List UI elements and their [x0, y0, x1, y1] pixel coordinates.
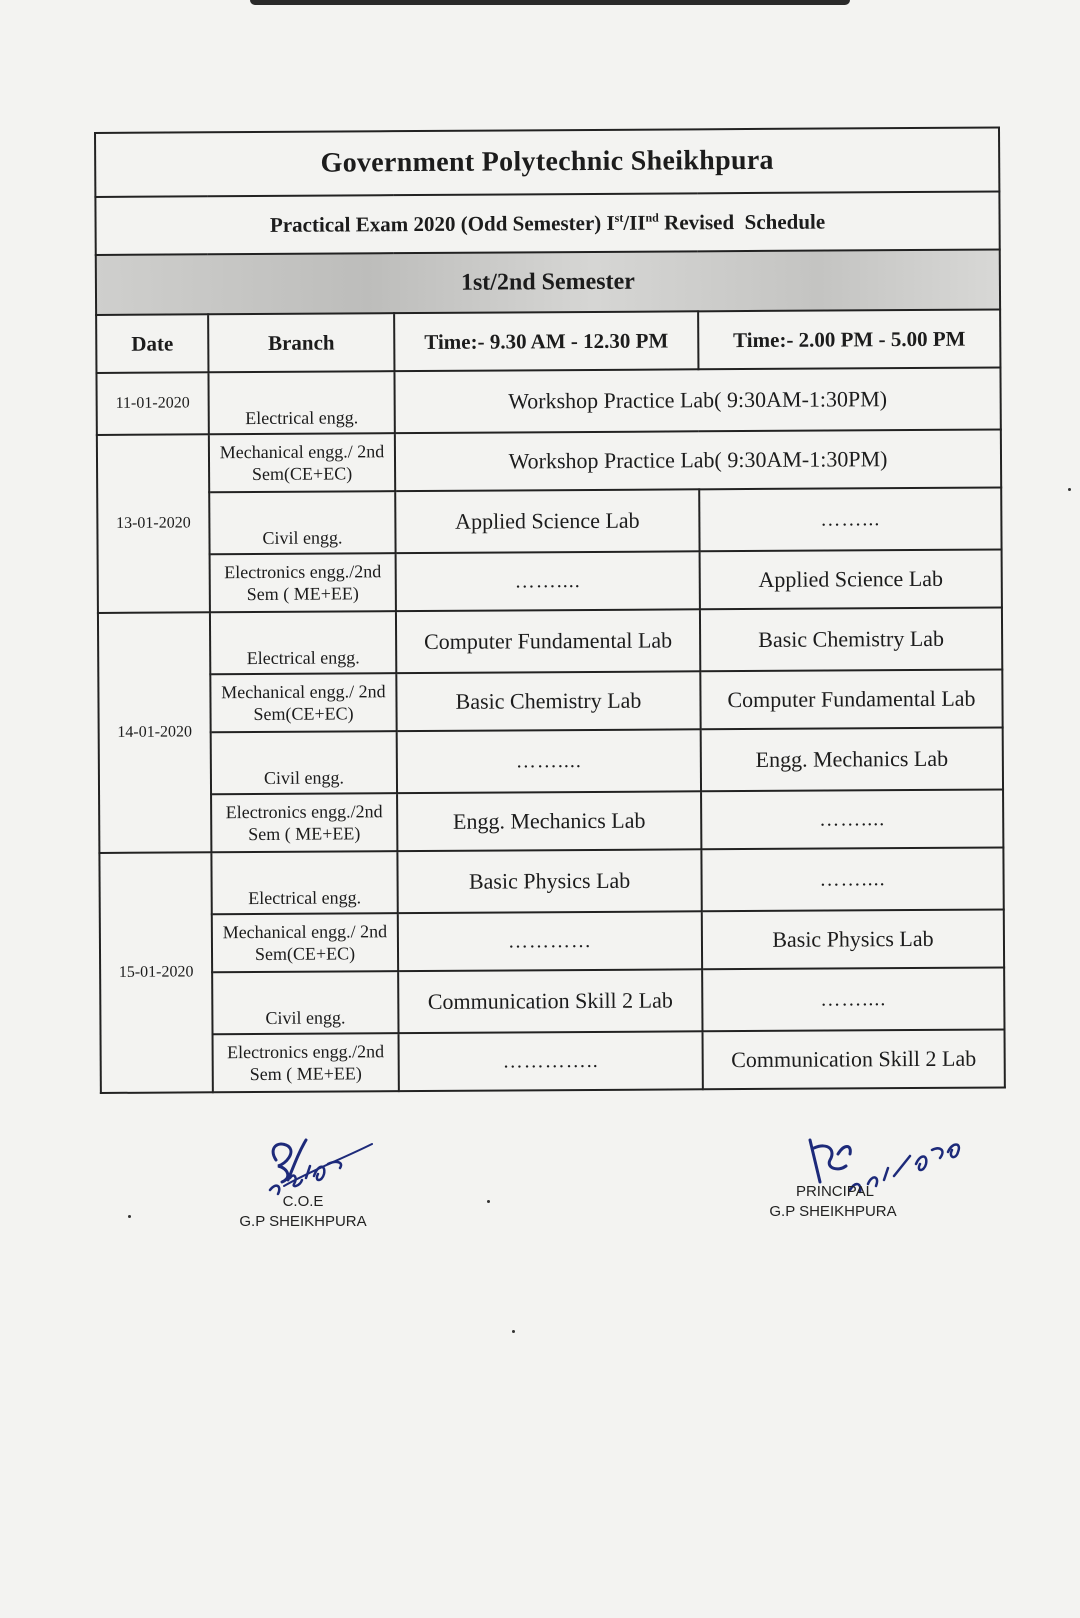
slot1-cell: …………	[398, 911, 702, 971]
scan-speck	[1068, 488, 1071, 491]
exam-subtitle: Practical Exam 2020 (Odd Semester) Ist/IInd Revised Schedule	[95, 191, 999, 255]
table-row	[99, 847, 1003, 915]
column-header-slot1: Time:- 9.30 AM - 12.30 PM	[394, 311, 698, 371]
slot1-cell: Communication Skill 2 Lab	[398, 969, 702, 1033]
slot1-cell: ……....	[396, 551, 700, 611]
branch-cell: Electrical engg.	[208, 371, 394, 434]
schedule-table	[94, 126, 1006, 1094]
branch-cell: Civil engg.	[211, 731, 397, 794]
slot2-cell: Communication Skill 2 Lab	[703, 1029, 1005, 1089]
slot2-cell: ……....	[702, 967, 1004, 1031]
institution-title: Government Polytechnic Sheikhpura	[95, 127, 999, 197]
slot2-cell: ……....	[701, 789, 1003, 849]
slot2-cell: Basic Chemistry Lab	[700, 607, 1002, 671]
table-row	[100, 909, 1004, 973]
table-row	[97, 429, 1001, 493]
coe-handwritten-signature	[248, 1120, 398, 1200]
table-row	[99, 727, 1003, 795]
date-cell: 15-01-2020	[99, 852, 212, 1093]
table-row	[98, 549, 1002, 613]
column-header-date: Date	[96, 314, 208, 373]
table-row	[101, 1029, 1005, 1093]
schedule-sheet	[94, 126, 1004, 1094]
column-header-branch: Branch	[208, 313, 394, 372]
semester-heading: 1st/2nd Semester	[96, 249, 1000, 315]
branch-cell: Mechanical engg./ 2nd Sem(CE+EC)	[209, 433, 395, 492]
column-header-slot2: Time:- 2.00 PM - 5.00 PM	[698, 309, 1000, 369]
principal-title: PRINCIPAL	[795, 1183, 875, 1200]
slot1-cell: …………..	[399, 1031, 703, 1091]
slot1-cell: Basic Chemistry Lab	[396, 671, 700, 731]
branch-cell: Civil engg.	[209, 491, 395, 554]
date-cell: 11-01-2020	[96, 372, 208, 435]
scan-speck	[512, 1330, 515, 1333]
slot2-cell: Engg. Mechanics Lab	[701, 727, 1003, 791]
branch-cell: Electronics engg./2nd Sem ( ME+EE)	[210, 553, 396, 612]
date-cell: 14-01-2020	[98, 612, 211, 853]
branch-cell: Civil engg.	[212, 971, 398, 1034]
date-cell: 13-01-2020	[97, 434, 210, 613]
slot2-cell: Applied Science Lab	[700, 549, 1002, 609]
slot2-cell: Basic Physics Lab	[702, 909, 1004, 969]
scan-speck	[487, 1200, 490, 1203]
table-row	[99, 789, 1003, 853]
scan-speck	[128, 1215, 131, 1218]
merged-lab-cell: Workshop Practice Lab( 9:30AM-1:30PM)	[395, 429, 1001, 491]
branch-cell: Electrical engg.	[210, 611, 396, 674]
branch-cell: Mechanical engg./ 2nd Sem(CE+EC)	[212, 913, 398, 972]
slot1-cell: Computer Fundamental Lab	[396, 609, 700, 673]
branch-cell: Electrical engg.	[211, 851, 397, 914]
slot1-cell: Engg. Mechanics Lab	[397, 791, 701, 851]
slot1-cell: Basic Physics Lab	[397, 849, 701, 913]
slot1-cell: Applied Science Lab	[395, 489, 699, 553]
slot1-cell: ……....	[397, 729, 701, 793]
table-row	[98, 607, 1002, 675]
slot2-cell: Computer Fundamental Lab	[700, 669, 1002, 729]
branch-cell: Mechanical engg./ 2nd Sem(CE+EC)	[210, 673, 396, 732]
table-row	[96, 367, 1000, 435]
page-edge	[250, 0, 850, 5]
merged-lab-cell: Workshop Practice Lab( 9:30AM-1:30PM)	[394, 367, 1000, 433]
table-row	[98, 669, 1002, 733]
table-row	[97, 487, 1001, 555]
coe-institution: G.P SHEIKHPURA	[239, 1213, 367, 1230]
coe-signature-block	[228, 1120, 378, 1260]
coe-title: C.O.E	[282, 1193, 324, 1210]
principal-signature-block	[770, 1120, 970, 1260]
table-row	[100, 967, 1004, 1035]
slot2-cell: ……...	[699, 487, 1001, 551]
branch-cell: Electronics engg./2nd Sem ( ME+EE)	[211, 793, 397, 852]
slot2-cell: ……....	[701, 847, 1003, 911]
principal-institution: G.P SHEIKHPURA	[769, 1203, 897, 1220]
branch-cell: Electronics engg./2nd Sem ( ME+EE)	[213, 1033, 399, 1092]
